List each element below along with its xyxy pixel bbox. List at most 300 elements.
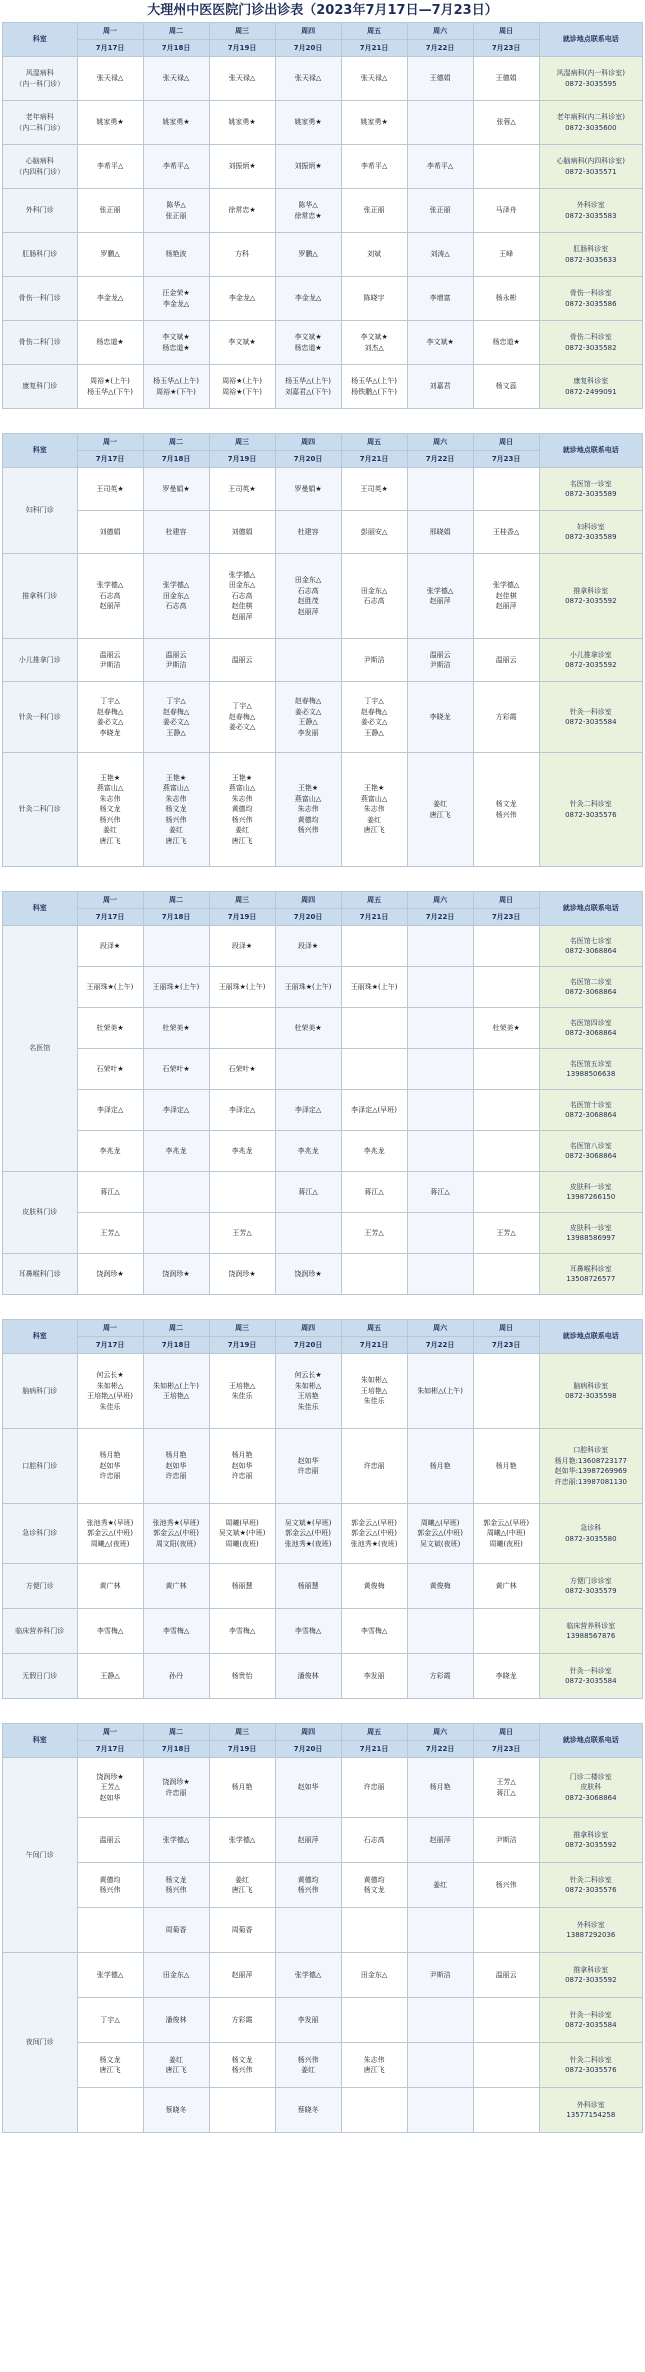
doctor-cell [209,189,275,233]
cell-line: 李雪梅△ [162,1626,190,1635]
date-header: 7月23日 [473,40,539,57]
table-row [3,2043,643,2088]
doctor-cell [77,926,143,967]
dept-cell [3,926,78,1172]
dept-cell [3,1564,78,1609]
cell-line: 王丽珠★(上午) [350,982,398,991]
doctor-cell [143,1908,209,1953]
doctor-cell [407,57,473,101]
cell-line: 0872-3035592 [565,597,617,605]
doctor-cell [407,1254,473,1295]
doctor-cell [209,468,275,511]
cell-line: 丁宇△ [166,697,186,705]
doctor-cell [143,682,209,753]
doctor-cell [341,753,407,867]
cell-line: 李泽定△ [294,1105,322,1114]
doctor-cell [275,554,341,639]
doctor-cell [143,511,209,554]
date-header: 7月22日 [407,1741,473,1758]
cell-line: 黄广林 [165,1581,187,1590]
cell-line: 石荣叶★ [162,1064,190,1073]
cell-line: 姚家勇★ [162,118,190,127]
cell-line: 田金东△ [294,576,322,584]
cell-line: 午间门诊 [25,1850,54,1859]
cell-line: 心脑病科 [25,157,54,165]
doctor-cell [275,1654,341,1699]
cell-line: 杨兴伟 [231,815,253,824]
cell-line: 小儿推拿诊室 [569,650,612,659]
day-header: 周日 [473,23,539,40]
cell-line: 杨永彬 [495,294,517,303]
doctor-cell [407,639,473,682]
doctor-cell [407,1654,473,1699]
cell-line: 老年病科(内二科诊室) [556,113,626,121]
cell-line: 姜红 [367,815,382,824]
cell-line: 杨兴伟 [165,1886,187,1894]
doctor-cell [275,682,341,753]
cell-line: 张学德△ [162,1835,190,1844]
contact-cell [539,753,642,867]
day-header: 周日 [473,434,539,451]
doctor-cell [341,639,407,682]
cell-line: 燕富山△ [162,784,190,793]
doctor-cell [77,1758,143,1818]
doctor-cell [209,1564,275,1609]
cell-line: 皮肤科 [580,1783,602,1792]
table-row [3,926,643,967]
doctor-cell [407,1998,473,2043]
cell-line: 姜红 [301,2066,316,2074]
cell-line: 石志高 [363,1835,385,1844]
cell-line: 0872-3035580 [565,1534,617,1543]
cell-line: 汪金荣★ [162,289,190,297]
doctor-cell [209,1609,275,1654]
cell-line: 张池秀★(早班) [152,1518,200,1527]
doctor-cell [143,2043,209,2088]
doctor-cell [341,277,407,321]
cell-line: 蒋江△ [364,1187,384,1196]
doctor-cell [143,1953,209,1998]
doctor-cell [209,321,275,365]
cell-line: 张池秀★(早班) [86,1518,134,1527]
doctor-cell [209,365,275,409]
cell-line: 13508726577 [566,1275,616,1283]
doctor-cell [209,926,275,967]
contact-cell [539,511,642,554]
dept-cell [3,1172,78,1254]
cell-line: 王培艳△(早班) [87,1392,133,1400]
doctor-cell [407,967,473,1008]
cell-line: 杨兴伟 [495,1880,517,1889]
date-header: 7月19日 [209,1741,275,1758]
doctor-cell [209,145,275,189]
cell-line: 针灸二科门诊 [18,805,61,814]
cell-line: 13887292036 [566,1931,616,1939]
table-row [3,1172,643,1213]
cell-line: 李希平△ [162,162,190,171]
cell-line: 饶润珍★ [162,1269,190,1278]
cell-line: 杨文龙 [165,805,187,814]
cell-line: 温丽云 [495,1970,517,1979]
cell-line: 杨月艳:13608723177 [554,1456,627,1465]
dept-cell [3,189,78,233]
cell-line: 石志高 [363,597,385,605]
doctor-cell [341,1818,407,1863]
cell-line: 张正丽 [99,206,121,215]
doctor-cell [209,1654,275,1699]
cell-line: 李泽定△ [228,1105,256,1114]
day-header: 周二 [143,23,209,40]
doctor-cell [341,1609,407,1654]
table-row [3,145,643,189]
doctor-cell [473,1213,539,1254]
cell-line: 杨兴伟 [99,815,121,824]
cell-line: 郭金云△(中班) [417,1529,464,1538]
doctor-cell [341,511,407,554]
day-header: 周六 [407,434,473,451]
cell-line: 姜红 [433,1880,448,1889]
cell-line: 赵春梅△ [360,707,388,716]
doctor-cell [77,511,143,554]
doctor-cell [407,1564,473,1609]
cell-line: 0872-3068864 [565,1793,617,1802]
dept-cell [3,1504,78,1564]
cell-line: 杨月艳 [429,1461,451,1470]
cell-line: 蔡晓冬 [297,2105,319,2114]
cell-line: 唐江飞 [363,2066,385,2074]
cell-line: 朱如彬△ [294,1381,322,1390]
cell-line: 风湿病科 [25,69,54,77]
doctor-cell [143,277,209,321]
date-header: 7月17日 [77,909,143,926]
cell-line: 蒋江△ [496,1788,516,1797]
contact-cell [539,1818,642,1863]
cell-line: 小儿推拿门诊 [18,655,61,664]
doctor-cell [473,233,539,277]
doctor-cell [143,2088,209,2133]
cell-line: 唐江飞 [165,836,187,845]
cell-line: 罗鹏△ [298,250,318,259]
cell-line: 周文阳(夜班) [155,1539,197,1548]
cell-line: 赵如华 [165,1461,187,1470]
date-header: 7月20日 [275,1337,341,1354]
cell-line: 0872-3035582 [565,343,617,352]
doctor-cell [407,1908,473,1953]
cell-line: 0872-3068864 [565,988,617,996]
cell-line: 李兆龙 [363,1146,385,1155]
cell-line: 杨丽慧 [297,1581,319,1590]
cell-line: 口腔科诊室 [573,1446,609,1454]
cell-line: 郭金云△(中班) [153,1529,199,1538]
contact-cell [539,2043,642,2088]
doctor-cell [143,1818,209,1863]
contact-cell [539,1908,642,1953]
cell-line: 0872-3035584 [565,2021,617,2029]
cell-line: 杨兴伟 [99,1886,121,1894]
doctor-cell [143,321,209,365]
cell-line: 李金龙△ [162,299,190,308]
cell-line: 方科 [235,250,250,259]
cell-line: 0872-3035571 [565,167,617,176]
cell-line: 杨玉华△(下午) [87,387,133,396]
cell-line: 王桂香△ [492,527,520,536]
cell-line: 方彩霞 [495,712,517,721]
doctor-cell [341,1213,407,1254]
contact-cell [539,554,642,639]
cell-line: 田金东△ [360,1970,388,1979]
cell-line: 唐江飞 [231,1886,253,1894]
cell-line: 李文斌★ [162,333,190,341]
cell-line: 石志高 [99,591,121,600]
doctor-cell [77,1953,143,1998]
doctor-cell [407,321,473,365]
cell-line: 0872-3035576 [565,2066,617,2074]
date-header: 7月17日 [77,1337,143,1354]
doctor-cell [407,468,473,511]
doctor-cell [407,1049,473,1090]
cell-line: 饶润珍★ [96,1772,124,1781]
dept-cell [3,145,78,189]
cell-line: 张学德△ [96,581,124,590]
doctor-cell [341,1049,407,1090]
doctor-cell [77,1609,143,1654]
cell-line: 黄德均 [297,815,319,824]
cell-line: 针灸一科诊室 [569,707,612,716]
cell-line: 杨文龙 [165,1875,187,1884]
cell-line: 名医馆五诊室 [569,1059,612,1068]
cell-line: 杨贵怡 [231,1671,253,1680]
cell-line: 吴文斌★(早班) [284,1518,332,1527]
contact-cell [539,1564,642,1609]
doctor-cell [209,1953,275,1998]
doctor-cell [275,468,341,511]
cell-line: 临床营养科门诊 [15,1626,65,1635]
doctor-cell [473,468,539,511]
contact-header: 就诊地点联系电话 [539,1724,642,1758]
cell-line: 赵春梅△ [294,697,322,705]
cell-line: 0872-3035595 [565,79,617,88]
cell-line: 0872-3068864 [565,1111,617,1119]
cell-line: 陈晓宇 [363,294,385,303]
doctor-cell [77,1863,143,1908]
cell-line: 耳鼻喉科诊室 [569,1264,612,1273]
table-row [3,321,643,365]
cell-line: 13988586997 [566,1234,616,1242]
cell-line: 周菊香 [165,1925,187,1934]
doctor-cell [209,2088,275,2133]
cell-line: 脑病科门诊 [22,1386,58,1395]
doctor-cell [209,1008,275,1049]
date-header: 7月20日 [275,40,341,57]
cell-line: 尹斯洁 [363,655,385,664]
doctor-cell [77,365,143,409]
cell-line: 何云长★ [96,1371,124,1379]
cell-line: 王艳★ [165,773,187,782]
doctor-cell [341,101,407,145]
doctor-cell [77,682,143,753]
doctor-cell [473,1008,539,1049]
cell-line: 刘德娟 [231,527,253,536]
table-row [3,1609,643,1654]
cell-line: 针灸一科诊室 [569,2010,612,2019]
doctor-cell [473,321,539,365]
cell-line: 陈华△ [298,201,318,209]
doctor-cell [275,753,341,867]
doctor-cell [77,1213,143,1254]
doctor-cell [143,1504,209,1564]
cell-line: 石志高 [165,602,187,611]
cell-line: 丁宇△ [364,697,384,705]
doctor-cell [407,1008,473,1049]
cell-line: 赵丽萍 [297,1835,319,1844]
cell-line: 王静△ [364,728,384,737]
day-header: 周五 [341,434,407,451]
cell-line: 口腔科门诊 [22,1461,58,1470]
doctor-cell [275,1172,341,1213]
doctor-cell [473,1090,539,1131]
cell-line: 名医馆 [29,1044,51,1053]
doctor-cell [407,1758,473,1818]
doctor-cell [143,365,209,409]
doctor-cell [275,1564,341,1609]
cell-line: 田金东△ [162,591,190,600]
dept-cell [3,554,78,639]
doctor-cell [407,189,473,233]
cell-line: 张学德△ [96,1970,124,1979]
doctor-cell [143,1172,209,1213]
cell-line: 朱志伟 [297,805,319,814]
cell-line: 杨月艳 [231,1451,253,1460]
cell-line: 13988506638 [566,1070,616,1078]
cell-line: 王司英★ [96,484,124,493]
cell-line: 燕富山△ [294,794,322,803]
cell-line: 王司英★ [228,484,256,493]
date-header: 7月23日 [473,909,539,926]
doctor-cell [209,1254,275,1295]
table-row [3,1429,643,1504]
doctor-cell [275,1213,341,1254]
cell-line: 王芳△ [364,1228,384,1237]
cell-line: 李金龙△ [228,294,256,303]
doctor-cell [275,2043,341,2088]
doctor-cell [143,189,209,233]
doctor-cell [341,189,407,233]
cell-line: 0872-3035592 [565,1976,617,1984]
date-header: 7月20日 [275,1741,341,1758]
cell-line: 0872-3035576 [565,1886,617,1894]
cell-line: 邢晓娟 [429,527,451,536]
doctor-cell [77,1049,143,1090]
doctor-cell [473,1504,539,1564]
cell-line: 石志高 [231,591,253,600]
dept-cell [3,1654,78,1699]
contact-header: 就诊地点联系电话 [539,23,642,57]
contact-cell [539,233,642,277]
cell-line: 周曦△(早班) [420,1518,460,1527]
doctor-cell [407,753,473,867]
cell-line: 杨兴伟 [231,2066,253,2074]
cell-line: 饶润珍★ [228,1269,256,1278]
doctor-cell [275,277,341,321]
cell-line: 方便门诊诊室 [569,1576,612,1585]
cell-line: 名医馆一诊室 [569,479,612,488]
cell-line: 赵佳棋 [231,602,253,611]
doctor-cell [341,468,407,511]
doctor-cell [77,145,143,189]
doctor-cell [275,1609,341,1654]
day-header: 周四 [275,434,341,451]
cell-line: 姜红 [433,800,448,808]
cell-line: 外科诊室 [576,2100,605,2109]
cell-line: 郭金云△(早班) [351,1518,398,1527]
dept-header: 科室 [3,892,78,926]
cell-line: 赵如华 [231,1461,253,1470]
contact-cell [539,1131,642,1172]
doctor-cell [275,145,341,189]
doctor-cell [407,2043,473,2088]
cell-line: 0872-3035600 [565,123,617,132]
cell-line: 杨玉华△(上午) [351,377,398,385]
day-header: 周五 [341,892,407,909]
doctor-cell [341,1953,407,1998]
day-header: 周三 [209,434,275,451]
cell-line: 饶润珍★ [294,1269,322,1278]
cell-line: 张学德△ [426,586,454,595]
cell-line: 刘嘉君 [429,382,451,391]
date-header: 7月17日 [77,1741,143,1758]
cell-line: 赵佳棋 [495,591,517,600]
cell-line: 丁宇△ [100,697,120,705]
day-header: 周六 [407,892,473,909]
doctor-cell [143,926,209,967]
dept-cell [3,101,78,145]
cell-line: 李希平△ [96,162,124,171]
date-header: 7月23日 [473,1741,539,1758]
doctor-cell [77,57,143,101]
cell-line: 许忠丽 [363,1461,385,1470]
doctor-cell [77,277,143,321]
cell-line: 段泽★ [99,941,121,950]
schedule-table [2,1723,643,2133]
cell-line: 推拿科门诊 [22,591,58,600]
doctor-cell [275,926,341,967]
cell-line: 李文斌★ [228,338,256,347]
cell-line: 临床营养科诊室 [566,1621,616,1630]
contact-cell [539,1172,642,1213]
contact-header: 就诊地点联系电话 [539,1320,642,1354]
cell-line: 骨伤一科门诊 [18,294,61,303]
cell-line: 温丽云 [165,650,187,659]
date-header: 7月17日 [77,40,143,57]
doctor-cell [473,1609,539,1654]
cell-line: 石荣叶★ [96,1064,124,1073]
cell-line: 李泽定△ [96,1105,124,1114]
cell-line: 刘涛△ [430,250,450,259]
day-header: 周三 [209,1724,275,1741]
cell-line: 推拿科诊室 [573,1965,609,1974]
doctor-cell [473,277,539,321]
doctor-cell [143,1131,209,1172]
cell-line: 杨兴伟 [297,1886,319,1894]
cell-line: 周曦(夜班) [225,1539,259,1548]
table-row [3,468,643,511]
date-header: 7月22日 [407,1337,473,1354]
table-row [3,1213,643,1254]
cell-line: 0872-2499091 [565,387,617,396]
cell-line: 刘杰△ [364,343,384,352]
doctor-cell [341,1908,407,1953]
doctor-cell [209,753,275,867]
